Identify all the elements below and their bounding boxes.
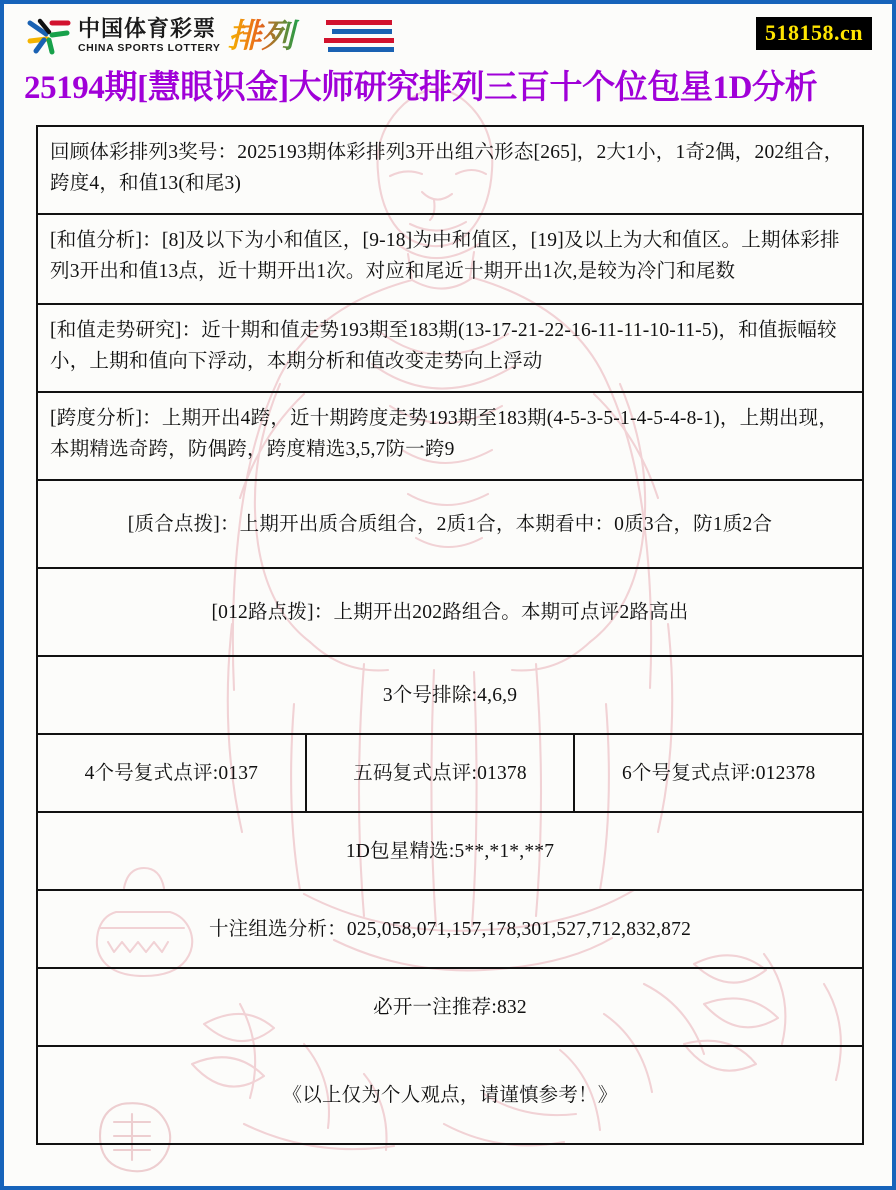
site-header [4, 4, 892, 64]
svg-text:排列: 排列 [228, 16, 295, 55]
table-row [38, 393, 862, 481]
table-row [38, 215, 862, 305]
multi-pick-col-5: 五码复式点评:01378 [307, 735, 576, 811]
multi-pick-col-4: 4个号复式点评:0137 [38, 735, 307, 811]
prime-composite-row-text: [质合点拨]：上期开出质合质组合，2质1合，本期看中：0质3合，防1质2合 [127, 513, 773, 535]
table-row [38, 305, 862, 393]
table-row [38, 569, 862, 657]
table-row [38, 813, 862, 891]
table-row [38, 735, 862, 813]
sum-analysis-row-text: [和值分析]：[8]及以下为小和值区，[9-18]为中和值区，[19]及以上为大和值区。上期体彩排列3开出和值13点，近十期开出1次。对应和尾近十期开出1次,是较为冷门和尾数 [50, 230, 840, 282]
must-hit-row-text: 必开一注推荐:832 [373, 996, 527, 1018]
brand-name-cn: 中国体育彩票 [78, 17, 217, 42]
table-row [38, 127, 862, 215]
sum-trend-row-text: [和值走势研究]：近十期和值走势193期至183期(13-17-21-22-16-11-11-10-11-5)，和值振幅较小，上期和值向下浮动，本期分析和值改变走势向上浮动 [50, 320, 837, 372]
multi-pick-col-6: 6个号复式点评:012378 [621, 762, 816, 784]
table-row [38, 1047, 862, 1143]
review-row-text: 回顾体彩排列3奖号：2025193期体彩排列3开出组六形态[265]，2大1小，1奇2偶，202组合，跨度4，和值13(和尾3) [50, 142, 844, 194]
table-row [38, 891, 862, 969]
road012-row-text: [012路点拨]：上期开出202路组合。本期可点评2路高出 [211, 601, 689, 623]
table-row [38, 657, 862, 735]
onedee-pick-row-text: 1D包星精选:5**,*1*,**7 [345, 840, 555, 862]
analysis-table [36, 125, 864, 1145]
page-title: 25194期[慧眼识金]大师研究排列三百十个位包星1D分析 [24, 70, 818, 106]
ten-group-row-text: 十注组选分析：025,058,071,157,178,301,527,712,832,872 [208, 918, 692, 940]
table-row [38, 481, 862, 569]
pailie-san-wordmark-icon [228, 14, 428, 58]
sports-lottery-emblem-icon [22, 15, 72, 57]
span-analysis-row-text: [跨度分析]：上期开出4跨，近十期跨度走势193期至183期(4-5-3-5-1-4-5-4-8-1)，上期出现，本期精选奇跨，防偶跨，跨度精选3,5,7防一跨9 [50, 408, 839, 460]
disclaimer-row-text: 《以上仅为个人观点，请谨慎参考！》 [282, 1084, 618, 1106]
site-domain-badge[interactable]: 518158.cn [756, 17, 872, 50]
brand-name-en: CHINA SPORTS LOTTERY [78, 42, 221, 54]
table-row [38, 969, 862, 1047]
brand-text-block [78, 14, 220, 58]
exclude-3-row-text: 3个号排除:4,6,9 [382, 684, 518, 706]
